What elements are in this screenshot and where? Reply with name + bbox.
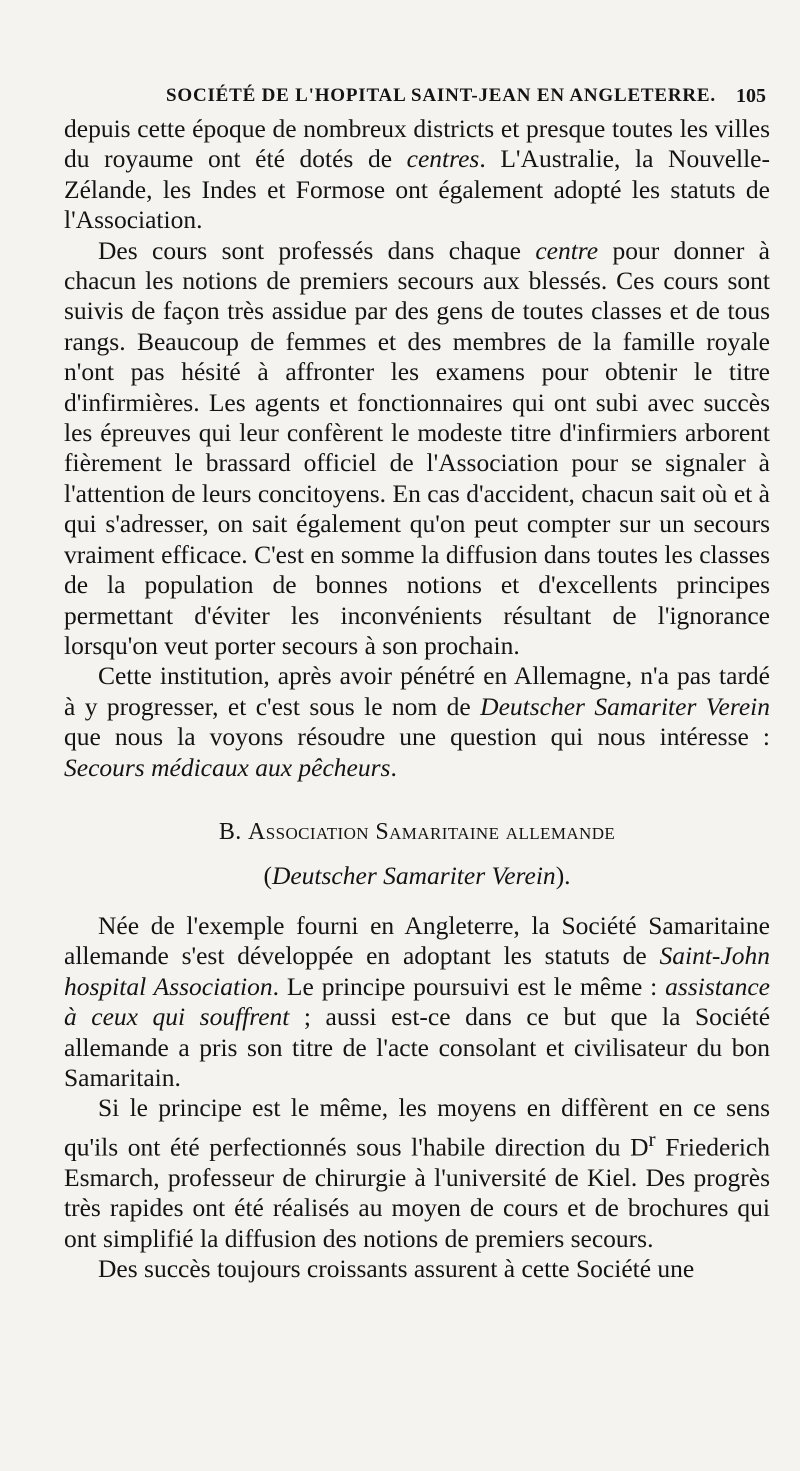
text-run: .: [390, 752, 397, 782]
italic-term: Secours médicaux aux pêcheurs: [64, 752, 391, 782]
text-run: . L'Australie, la Nouvelle-Zélande, les Indes et Formose ont également adopté les statuts de l'Association.: [64, 144, 770, 235]
section-letter: B.: [218, 818, 242, 845]
text-run: pour donner à chacun les notions de premiers secours aux blessés. Ces cours sont suivis de façon très assidue par des gens de toutes classes et de tous rangs. Beaucoup de femmes et des membres de la famille royale n'ont pas hésité à affronter les examens pour obtenir le titre d'infirmières. Les agents et fonctionnaires qui ont subi avec succès les épreuves qui leur confèrent le modeste titre d'infirmiers arborent fièrement le brassard officiel de l'Association pour se signaler à l'attention de leurs concitoyens. En cas d'accident, chacun sait où et à qui s'adresser, on sait également qu'on peut compter sur un secours vraiment efficace. C'est en somme la diffusion dans toutes les classes de la population de bonnes notions et d'excellents principes permettant d'éviter les inconvénients résultant de l'ignorance lorsqu'on veut porter secours à son prochain.: [64, 235, 770, 660]
paragraph-4: [64, 911, 770, 1093]
paragraph-2: [64, 236, 770, 662]
italic-term: centres: [406, 144, 480, 174]
section-heading: [64, 817, 770, 847]
italic-term: Deutscher Samariter Verein: [480, 691, 771, 721]
paragraph-5: [64, 1093, 770, 1254]
italic-term: centre: [535, 235, 599, 265]
body-text: [64, 114, 770, 1284]
superscript: r: [648, 1126, 656, 1151]
italic-term: assistance à ceux qui souffrent: [64, 971, 770, 1032]
page-header: [0, 80, 800, 112]
text-run: ; aussi est-ce dans ce but que la Société allemande a pris son titre de l'acte consolant et civilisateur du bon Samaritain.: [64, 1002, 771, 1092]
text-run: depuis cette époque de nombreux districts et presque toutes les villes du royaume ont été dotés de: [64, 114, 770, 174]
section-subheading: [64, 861, 770, 891]
page-number: 105: [736, 85, 766, 107]
text-run: . Le principe poursuivi est le même :: [272, 971, 666, 1001]
italic-term: Saint-John hospital Association: [64, 941, 770, 1001]
paragraph-3: [64, 661, 770, 783]
running-title: SOCIÉTÉ DE L'HOPITAL SAINT-JEAN EN ANGLETERRE.: [166, 85, 716, 106]
text-run: Friederich Esmarch, professeur de chirurgie à l'université de Kiel. Des progrès très rapides ont été réalisés au moyen de cours et de brochures qui ont simplifié la diffusion des notions de premiers secours.: [64, 1132, 770, 1253]
text-run: Née de l'exemple fourni en Angleterre, la Société Samaritaine allemande s'est développée en adoptant les statuts de: [64, 910, 770, 971]
text-run: Cette institution, après avoir pénétré en Allemagne, n'a pas tardé à y progresser, et c'est sous le nom de: [64, 661, 770, 721]
paragraph-6: [64, 1254, 770, 1284]
paren-close: ).: [555, 860, 571, 890]
text-run: Si le principe est le même, les moyens en diffèrent en ce sens qu'ils ont été perfectionnés sous l'habile direction du D: [64, 1093, 770, 1162]
text-run: Des succès toujours croissants assurent à cette Société une: [98, 1253, 695, 1283]
section-title: Association Samaritaine allemande: [248, 818, 616, 845]
subheading-title: Deutscher Samariter Verein: [271, 860, 556, 890]
paren-open: (: [263, 860, 272, 890]
text-run: Des cours sont professés dans chaque: [98, 235, 536, 265]
text-run: que nous la voyons résoudre une question qui nous intéresse :: [64, 722, 770, 752]
paragraph-1: [64, 114, 770, 236]
